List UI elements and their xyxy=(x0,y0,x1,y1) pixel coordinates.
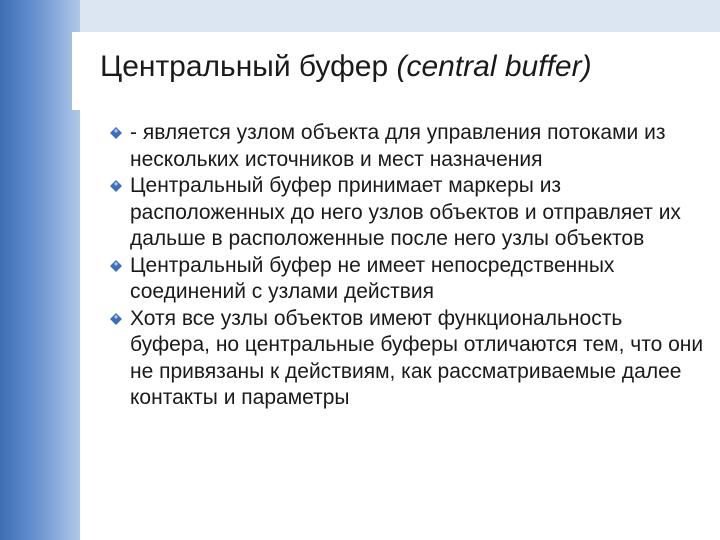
slide-title xyxy=(100,50,592,84)
bullet-text: - является узлом объекта для управления потоками из нескольких источников и мест назначения xyxy=(130,121,666,171)
bullet-item xyxy=(108,173,708,253)
bullet-text: Центральный буфер не имеет непосредственных соединений с узлами действия xyxy=(130,253,615,303)
bullet-item xyxy=(108,306,708,412)
title-main: Центральный буфер xyxy=(100,50,397,83)
bullet-item xyxy=(108,253,708,306)
bullet-list xyxy=(108,120,708,412)
bullet-item xyxy=(108,120,708,173)
diamond-bullet-icon xyxy=(110,260,122,272)
diamond-bullet-icon xyxy=(110,127,122,139)
title-italic: (central buffer) xyxy=(396,50,592,83)
diamond-bullet-icon xyxy=(110,180,122,192)
bullet-text: Хотя все узлы объектов имеют функциональность буфера, но центральные буферы отличаются тем, что они не привязаны к действиям, как рассматриваемые далее контакты и параметры xyxy=(130,306,704,409)
diamond-bullet-icon xyxy=(110,313,122,325)
bullet-text: Центральный буфер принимает маркеры из расположенных до него узлов объектов и отправляет их дальше в расположенные после него узлы объектов xyxy=(130,174,681,250)
